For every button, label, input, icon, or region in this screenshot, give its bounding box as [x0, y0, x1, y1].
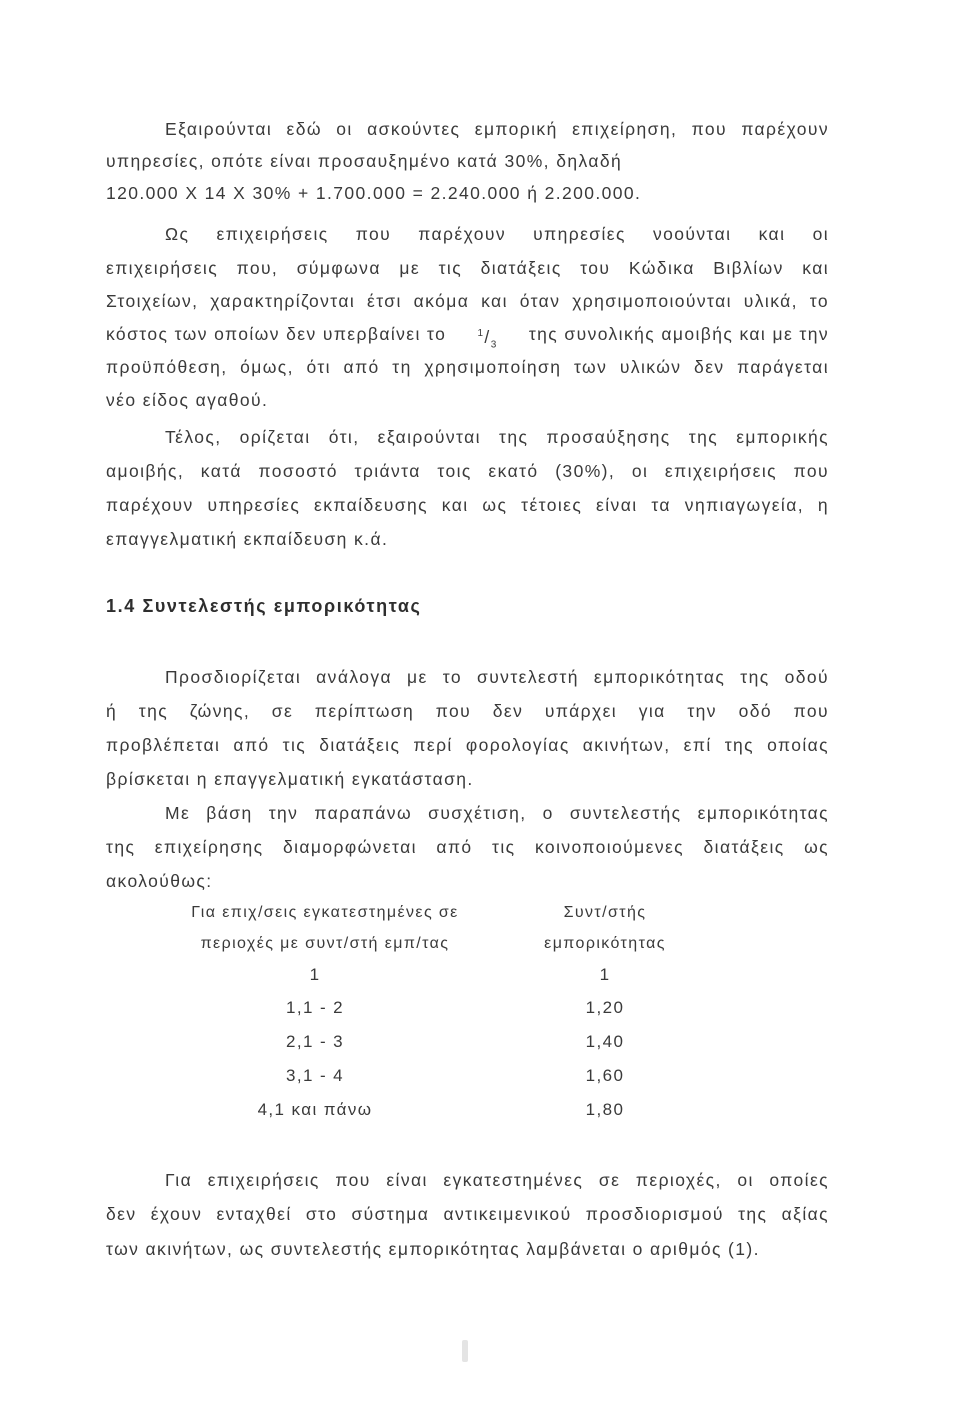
table-cell-range: 1 [309, 965, 321, 984]
text-line: 120.000 Χ 14 Χ 30% + 1.700.000 = 2.240.000 ή 2.200.000. [106, 183, 642, 203]
table-cell-coefficient: 1 [599, 965, 611, 984]
text-line: προβλέπεται από τις διατάξεις περί φορολογίας ακινήτων, επί της οποίας [106, 735, 829, 755]
section-number: 1.4 [106, 596, 136, 616]
section-heading [106, 596, 421, 617]
text-line: παρέχουν υπηρεσίες εκπαίδευσης και ως τέτοιες είναι τα νηπιαγωγεία, η [106, 495, 829, 515]
text-line: δεν έχουν ενταχθεί στο σύστημα αντικειμενικού προσδιορισμού της αξίας [106, 1204, 829, 1224]
table-header-col1-line1: Για επιχ/σεις εγκατεστημένες σε [191, 904, 459, 921]
text-line: της επιχείρησης διαμορφώνεται από τις κοινοποιούμενες διατάξεις ως [106, 837, 829, 857]
table-cell-range: 4,1 και πάνω [257, 1100, 373, 1119]
text-line: υπηρεσίες, οπότε είναι προσαυξημένο κατά 30%, δηλαδή [106, 151, 623, 171]
text-line: Ως επιχειρήσεις που παρέχουν υπηρεσίες νοούνται και οι [165, 224, 829, 244]
text-line: αμοιβής, κατά ποσοστό τριάντα τοις εκατό (30%), οι επιχειρήσεις που [106, 461, 829, 481]
text-segment: κόστος των οποίων δεν υπερβαίνει το [106, 324, 447, 344]
text-line: Στοιχείων, χαρακτηρίζονται έτσι ακόμα και όταν χρησιμοποιούνται υλικά, το [106, 291, 829, 311]
text-line: επιχειρήσεις που, σύμφωνα με τις διατάξεις του Κώδικα Βιβλίων και [106, 258, 829, 278]
table-header-col2-line2: εμπορικότητας [544, 935, 666, 952]
text-line: νέο είδος αγαθού. [106, 390, 269, 410]
text-line-with-fraction [106, 323, 829, 356]
fraction-denominator: 3 [490, 339, 498, 351]
text-line: των ακινήτων, ως συντελεστής εμπορικότητας λαμβάνεται ο αριθμός (1). [106, 1239, 760, 1259]
table-header-col1-line2: περιοχές με συντ/στή εμπ/τας [200, 935, 450, 952]
table-cell-range: 1,1 - 2 [286, 998, 344, 1017]
section-title: Συντελεστής εμπορικότητας [142, 596, 422, 616]
table-cell-coefficient: 1,20 [585, 998, 625, 1017]
table-cell-range: 3,1 - 4 [286, 1066, 344, 1085]
fraction-numerator: 1 [477, 328, 485, 339]
table-cell-range: 2,1 - 3 [286, 1032, 344, 1051]
text-line: ακολούθως: [106, 871, 213, 891]
table-cell-coefficient: 1,60 [585, 1066, 625, 1085]
table-cell-coefficient: 1,40 [585, 1032, 625, 1051]
fraction: $^1/_3$ [477, 326, 498, 351]
text-line: Με βάση την παραπάνω συσχέτιση, ο συντελεστής εμπορικότητας [165, 803, 829, 823]
text-segment: της συνολικής αμοιβής και με την [528, 324, 829, 344]
text-line: Τέλος, ορίζεται ότι, εξαιρούνται της προσαύξησης της εμπορικής [165, 427, 829, 447]
text-line: προϋπόθεση, όμως, ότι από τη χρησιμοποίηση των υλικών δεν παράγεται [106, 357, 829, 377]
text-line: Εξαιρούνται εδώ οι ασκούντες εμπορική επιχείρηση, που παρέχουν [165, 119, 829, 139]
table-cell-coefficient: 1,80 [585, 1100, 625, 1119]
text-line: Προσδιορίζεται ανάλογα με το συντελεστή εμπορικότητας της οδού [165, 667, 829, 687]
text-line: βρίσκεται η επαγγελματική εγκατάσταση. [106, 769, 474, 789]
table-header-col2-line1: Συντ/στής [563, 904, 647, 921]
text-line: επαγγελματική εκπαίδευση κ.ά. [106, 529, 389, 549]
text-line: ή της ζώνης, σε περίπτωση που δεν υπάρχει για την οδό που [106, 701, 829, 721]
text-line: Για επιχειρήσεις που είναι εγκατεστημένες σε περιοχές, οι οποίες [165, 1170, 829, 1190]
page-number-mark [462, 1340, 468, 1362]
